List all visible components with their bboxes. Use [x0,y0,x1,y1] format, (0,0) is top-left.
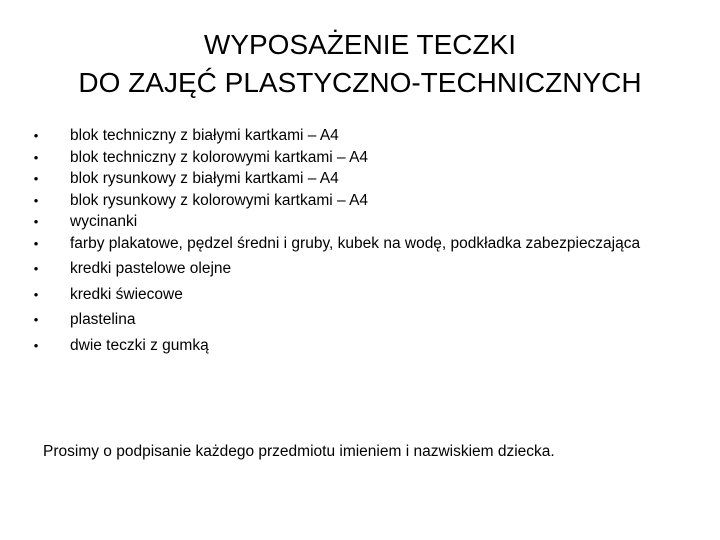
list-item-text: kredki pastelowe olejne [70,260,232,277]
list-item [30,147,670,169]
list-item-text: kredki świecowe [70,285,183,303]
page-title [40,26,680,102]
list-item [30,284,670,306]
list-item-text: blok rysunkowy z kolorowymi kartkami – A4 [70,191,369,209]
list-item [30,335,670,357]
supplies-list [30,125,670,356]
list-item-text: wycinanki [70,213,138,230]
bullet-icon: • [33,312,39,327]
list-item-text: plastelina [70,311,136,328]
list-item [30,168,670,190]
bullet-icon: • [33,171,39,186]
list-item-text: farby plakatowe, pędzel średni i gruby, kubek na wodę, podkładka zabezpieczająca [70,234,641,252]
bullet-icon: • [33,214,39,229]
list-item-text: blok techniczny z kolorowymi kartkami – A4 [70,148,369,166]
footer-note: Prosimy o podpisanie każdego przedmiotu imieniem i nazwiskiem dziecka. [43,443,555,460]
bullet-icon: • [33,337,39,353]
bullet-icon: • [33,235,39,251]
list-item-text: blok techniczny z białymi kartkami – A4 [70,127,339,144]
list-item [30,258,670,280]
list-item-text: blok rysunkowy z białymi kartkami – A4 [70,170,339,187]
list-item [30,309,670,331]
bullet-icon: • [33,286,39,302]
list-item [30,233,670,255]
bullet-icon: • [33,192,39,208]
bullet-icon: • [33,128,39,143]
title-line-1: WYPOSAŻENIE TECZKI [203,29,517,60]
list-item [30,211,670,233]
bullet-icon: • [33,261,39,276]
title-line-2: DO ZAJĘĆ PLASTYCZNO-TECHNICZNYCH [78,67,642,98]
list-item [30,190,670,212]
list-item [30,125,670,147]
list-item-text: dwie teczki z gumką [70,336,209,354]
bullet-icon: • [33,149,39,165]
